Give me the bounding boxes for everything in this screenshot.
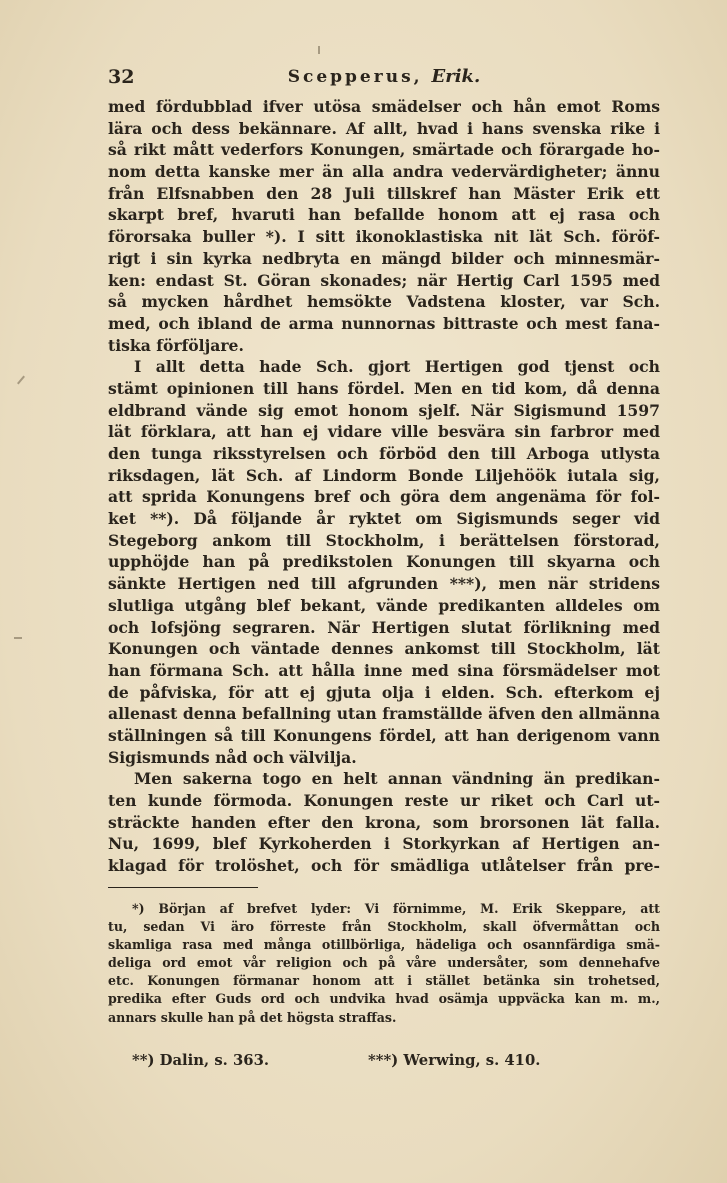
text-line: ket **). Då följande år ryktet om Sigismunds seger vid — [108, 509, 660, 529]
text-line: allenast denna befallning utan framställde äfven den allmänna — [108, 704, 660, 724]
text-line: Stegeborg ankom till Stockholm, i berättelsen förstorad, — [108, 530, 660, 550]
text-line: skarpt bref, hvaruti han befallde honom att ej rasa och — [108, 205, 660, 225]
text-line: den tunga riksstyrelsen och förböd den till Arboga utlysta — [108, 444, 660, 463]
text-line: Konungen och väntade dennes ankomst till Stockholm, lät — [108, 639, 660, 659]
text-line: nom detta kanske mer än alla andra vedervärdigheter; ännu — [108, 162, 660, 182]
text-line: från Elfsnabben den 28 Juli tillskref han Mäster Erik ett — [108, 183, 660, 203]
margin-mark — [318, 46, 320, 54]
text-line: han förmana Sch. att hålla inne med sina försmädelser mot — [108, 660, 660, 680]
text-line: klagad för trolöshet, och för smädliga utlåtelser från pre- — [108, 856, 660, 876]
text-line: med, och ibland de arma nunnornas bittraste och mest fana- — [108, 313, 660, 333]
text-line: att sprida Konungens bref och göra dem angenäma för fol- — [108, 487, 660, 507]
text-line: sänkte Hertigen ned till afgrunden ***), men när stridens — [108, 574, 660, 594]
running-title-name: Scepperus, — [287, 67, 423, 87]
text-line: så rikt mått vederfors Konungen, smärtade och förargade ho- — [108, 140, 660, 160]
running-title — [108, 66, 660, 87]
text-line: slutliga utgång blef bekant, vände predikanten alldeles om — [108, 595, 660, 615]
text-line: I allt detta hade Sch. gjort Hertigen god tjenst och — [134, 357, 660, 377]
text-line: tiska förföljare. — [108, 335, 244, 355]
text-line: rigt i sin kyrka nedbryta en mängd bilder och minnesmär- — [108, 248, 660, 268]
footnote-line: tu, sedan Vi äro förreste från Stockholm, skall öfvermåttan och — [108, 919, 660, 935]
text-line: ställningen så till Konungens fördel, att han derigenom vann — [108, 725, 660, 745]
margin-mark — [17, 376, 25, 385]
body-text — [108, 96, 660, 877]
text-line: Sigismunds nåd och välvilja. — [108, 747, 357, 767]
text-line: med fördubblad ifver utösa smädelser och hån emot Roms — [108, 97, 660, 116]
footnote-ref-dalin: **) Dalin, s. 363. — [132, 1052, 270, 1069]
page-number: 32 — [108, 66, 135, 88]
footnote-line: skamliga rasa med många otillbörliga, hädeliga och osannfärdiga smä- — [108, 937, 660, 953]
footnote-ref-werwing: ***) Werwing, s. 410. — [368, 1052, 541, 1069]
text-line: och lofsjöng segraren. När Hertigen slutat förlikning med — [108, 617, 660, 637]
text-line: stämt opinionen till hans fördel. Men en tid kom, då denna — [108, 378, 660, 398]
footnote-references — [108, 1052, 660, 1076]
text-line: så mycken hårdhet hemsökte Vadstena kloster, var Sch. — [108, 292, 660, 312]
text-line: lät förklara, att han ej vidare ville besvära sin farbror med — [108, 422, 660, 442]
running-title-given: Erik. — [431, 66, 481, 87]
margin-mark — [14, 637, 22, 639]
text-line: ten kunde förmoda. Konungen reste ur riket och Carl ut- — [108, 791, 660, 810]
text-line: sträckte handen efter den krona, som brorsonen lät falla. — [108, 812, 660, 832]
footnote-line: *) Början af brefvet lyder: Vi förnimme, M. Erik Skeppare, att — [132, 901, 660, 916]
text-line: lära och dess bekännare. Af allt, hvad i hans svenska rike i — [108, 118, 660, 138]
text-line: de påfviska, för att ej gjuta olja i elden. Sch. efterkom ej — [108, 682, 660, 702]
footnote-line: etc. Konungen förmanar honom att i stället betänka sin trohetsed, — [108, 973, 660, 989]
text-line: eldbrand vände sig emot honom sjelf. När Sigismund 1597 — [108, 400, 660, 420]
footnote-line: annars skulle han på det högsta straffas. — [108, 1009, 397, 1025]
footnote-line: predika efter Guds ord och undvika hvad osämja uppväcka kan m. m., — [108, 991, 660, 1007]
footnote-rule — [108, 887, 258, 888]
text-line: Nu, 1699, blef Kyrkoherden i Storkyrkan af Hertigen an- — [108, 834, 660, 854]
text-line: riksdagen, lät Sch. af Lindorm Bonde Liljehöök iutala sig, — [108, 465, 660, 485]
text-line: Men sakerna togo en helt annan vändning än predikan- — [134, 769, 660, 789]
text-line: upphöjde han på predikstolen Konungen till skyarna och — [108, 552, 660, 572]
footnotes — [108, 900, 660, 1027]
page-header — [108, 66, 660, 94]
footnote-line: deliga ord emot vår religion och på våre undersåter, som dennehafve — [108, 955, 660, 971]
text-line: förorsaka buller *). I sitt ikonoklastiska nit lät Sch. föröf- — [108, 227, 660, 247]
text-line: ken: endast St. Göran skonades; när Hertig Carl 1595 med — [108, 270, 660, 290]
